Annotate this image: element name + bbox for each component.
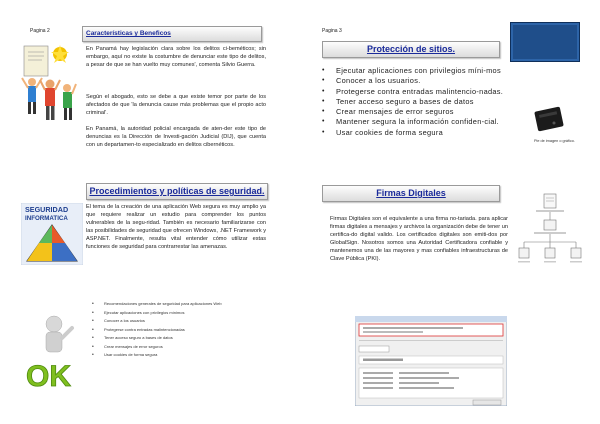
page-number: Pagina 3: [322, 28, 342, 34]
section-heading-caracteristicas: [82, 26, 262, 42]
page-number: Pagina 2: [30, 28, 50, 34]
security-logo-line-2: INFORMATICA: [25, 215, 68, 222]
para-abogado: Según el abogado, esto se debe a que existe temor por parte de los afectados de que 'la denuncia cause más problemas que el propio acto criminal'.: [86, 94, 266, 116]
list-item: • Tener acceso seguro a bases de datos: [322, 97, 518, 107]
blue-decorative-block: [510, 22, 580, 62]
list-item: • Ejecutar aplicaciones con privilegios mínimos: [92, 309, 267, 318]
section-heading-text: Características y Beneficos: [86, 30, 171, 37]
certificate-hierarchy-diagram: [518, 192, 582, 270]
list-item: • Mantener segura la información confiden-cial.: [322, 117, 518, 127]
list-item: • Tener acceso seguro a bases de datos: [92, 334, 267, 343]
right-page: [300, 0, 600, 424]
list-item: • Usar cookies de forma segura: [92, 351, 267, 360]
list-item: • Crear mensajes de error seguros: [92, 343, 267, 352]
dark-device-image: [534, 103, 564, 133]
security-logo-line-1: SEGURIDAD: [25, 205, 69, 214]
list-item: • Usar cookies de forma segura: [322, 128, 518, 138]
para-autoridad: En Panamá, la autoridad policial encargada de aten-der este tipo de denuncias es la Dirección de Investi-gación Judicial (DIJ), que cuenta con un departamen-to especializado en delitos cibernéticos.: [86, 126, 266, 148]
celebration-people-illustration: [20, 44, 78, 128]
section-heading-text: Protección de sitios.: [366, 44, 456, 54]
certificate-dialog-screenshot: [355, 316, 507, 406]
list-item: • Conocer a los usuarios: [92, 317, 267, 326]
list-item: • Conocer a los usuarios.: [322, 76, 518, 86]
security-informatica-graphic: [21, 203, 83, 265]
section-heading-proteccion: [322, 41, 500, 58]
section-heading-firmas: [322, 185, 500, 202]
para-aplicacion-web: El tema de la creación de una aplicación Web segura es muy amplio ya que requiere realizar un estudio para comprender los puntos vulnerables de la segu-ridad. También es necesario familiarizarse con las posibilidades de seguridad que ofrecen Windows, .NET Framework y ASP.NET. Finalmente, resulta vital entender cómo utilizar estas funciones de seguridad para contrarrestar las amenazas.: [86, 204, 266, 250]
section-heading-text: Firmas Digitales: [376, 188, 446, 198]
list-item: • Recomendaciones generales de seguridad para aplicaciones Web: [92, 300, 267, 309]
image-caption: Pie de imagen o gráfico.: [534, 139, 575, 143]
para-firmas-digitales: Firmas Digitales son el equivalente a una firma no-tariada. para aplicar firmas digitales a mensajes y archivos la organización debe de tener un certifica-do digital valido. Los certificados digitales son emiti-dos por GlobalSign. Nosotros somos una Autoridad Certificadora confiable y mantenemos una de las mayores y mas confiables infraestructuras de Clave Pública (PKI).: [330, 216, 508, 262]
list-item: • Crear mensajes de error seguros: [322, 107, 518, 117]
section-heading-procedimientos: [86, 183, 268, 200]
section-heading-text: Procedimientos y políticas de seguridad.: [89, 186, 265, 196]
site-protection-list: [322, 66, 518, 138]
list-item: • Protegerse contra entradas malintencio-nadas.: [322, 87, 518, 97]
para-legislacion: En Panamá hay legislación clara sobre los delitos ci-beméticos; sin embargo, aquí no existe la costumbre de denunciar este tipo de delitos, a pesar de que se han vuelto muy comunes', comenta Silvio Guerra.: [86, 46, 266, 68]
list-item: • Protegerse contra entradas malintencionadas: [92, 326, 267, 335]
security-recommendations-list: [92, 300, 267, 360]
list-item: • Ejecutar aplicaciones con privilegios míni-mos: [322, 66, 518, 76]
ok-figure-text: OK: [26, 360, 71, 392]
ok-thumbs-up-figure: [24, 312, 84, 392]
